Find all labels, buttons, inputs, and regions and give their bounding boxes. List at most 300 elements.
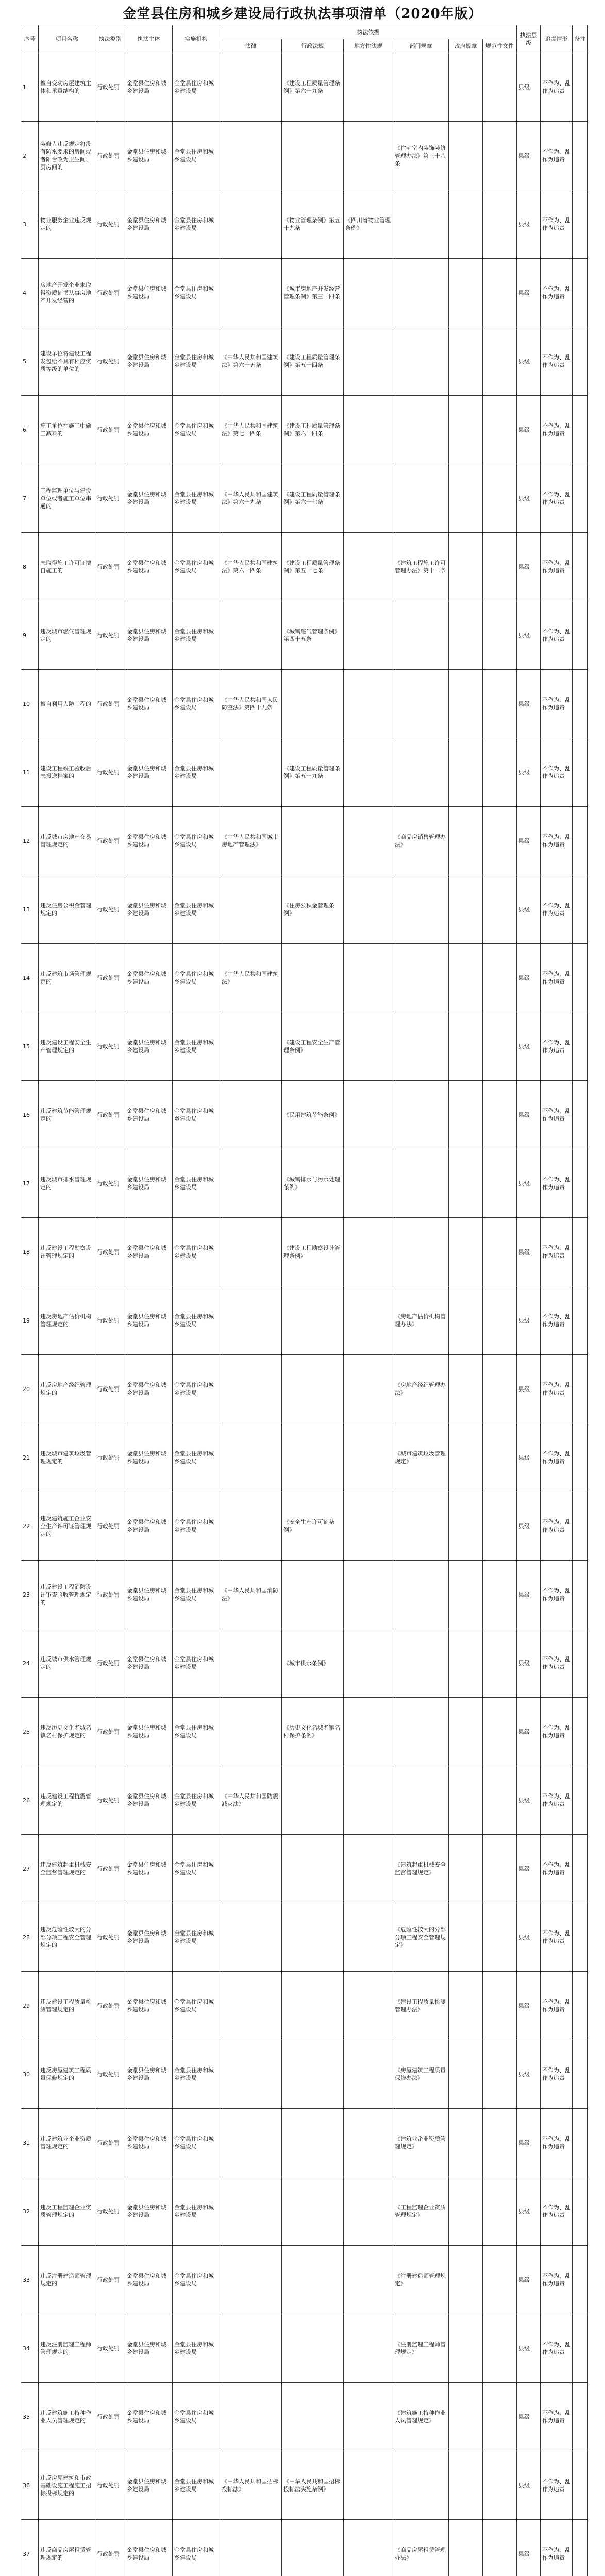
cell-normative-doc [483,1081,517,1149]
cell-exec-body: 金堂县住房和城乡建设局 [125,670,173,738]
cell-exec-body: 金堂县住房和城乡建设局 [125,1355,173,1423]
cell-gov-rule [449,2451,483,2520]
cell-exec-category: 行政处罚 [95,1835,125,1903]
cell-gov-rule [449,1286,483,1355]
cell-law [220,2109,282,2177]
cell-item-name: 违反工程监理企业资质管理规定的 [39,2177,95,2246]
cell-exec-level: 县级 [517,1149,541,1218]
cell-exec-level: 县级 [517,1012,541,1081]
cell-normative-doc [483,53,517,122]
cell-remarks [573,601,588,670]
cell-item-name: 违反建设工程质量检测管理规定的 [39,1972,95,2040]
cell-implementing-org: 金堂县住房和城乡建设局 [173,1423,220,1492]
cell-accountability: 不作为、乱作为追责 [541,1835,573,1903]
cell-admin-reg: 《城镇燃气管理条例》第四十五条 [282,601,344,670]
cell-exec-body: 金堂县住房和城乡建设局 [125,259,173,327]
cell-gov-rule [449,2177,483,2246]
cell-law [220,601,282,670]
cell-law [220,53,282,122]
cell-seq: 14 [21,944,39,1012]
table-row [21,1355,588,1423]
cell-admin-reg [282,807,344,875]
cell-admin-reg: 《建设工程勘察设计管理条例》 [282,1218,344,1286]
cell-remarks [573,533,588,601]
cell-normative-doc [483,1972,517,2040]
cell-exec-body: 金堂县住房和城乡建设局 [125,738,173,807]
header-item-name: 项目名称 [39,25,95,53]
cell-item-name: 违反建设工程抗震管理规定的 [39,1766,95,1835]
cell-remarks [573,1218,588,1286]
cell-admin-reg [282,1355,344,1423]
cell-exec-body: 金堂县住房和城乡建设局 [125,1081,173,1149]
cell-law [220,190,282,259]
cell-law [220,1835,282,1903]
cell-normative-doc [483,1355,517,1423]
cell-exec-category: 行政处罚 [95,1423,125,1492]
cell-exec-category: 行政处罚 [95,1286,125,1355]
cell-item-name: 施工单位在施工中偷工减料的 [39,396,95,464]
cell-dept-rule [393,327,449,396]
cell-implementing-org: 金堂县住房和城乡建设局 [173,2040,220,2109]
cell-exec-body: 金堂县住房和城乡建设局 [125,875,173,944]
cell-exec-level: 县级 [517,2109,541,2177]
cell-seq: 2 [21,122,39,190]
cell-law [220,1972,282,2040]
cell-remarks [573,2520,588,2576]
cell-remarks [573,122,588,190]
cell-law [220,1423,282,1492]
cell-accountability: 不作为、乱作为追责 [541,738,573,807]
cell-admin-reg [282,2109,344,2177]
cell-admin-reg: 《建设工程安全生产管理条例》 [282,1012,344,1081]
cell-normative-doc [483,533,517,601]
cell-exec-body: 金堂县住房和城乡建设局 [125,1012,173,1081]
cell-gov-rule [449,533,483,601]
cell-dept-rule [393,1218,449,1286]
cell-implementing-org: 金堂县住房和城乡建设局 [173,807,220,875]
cell-dept-rule [393,944,449,1012]
cell-local-reg [344,1218,393,1286]
cell-law [220,875,282,944]
cell-accountability: 不作为、乱作为追责 [541,670,573,738]
table-row [21,533,588,601]
cell-admin-reg [282,2177,344,2246]
cell-exec-body: 金堂县住房和城乡建设局 [125,807,173,875]
cell-seq: 18 [21,1218,39,1286]
cell-seq: 7 [21,464,39,533]
cell-implementing-org: 金堂县住房和城乡建设局 [173,670,220,738]
header-exec-category: 执法类别 [95,25,125,53]
cell-exec-category: 行政处罚 [95,1149,125,1218]
cell-law [220,1012,282,1081]
cell-exec-level: 县级 [517,1629,541,1698]
cell-gov-rule [449,670,483,738]
cell-accountability: 不作为、乱作为追责 [541,2314,573,2383]
cell-law [220,122,282,190]
header-admin-reg: 行政法规 [282,39,344,53]
cell-admin-reg [282,1903,344,1972]
cell-exec-level: 县级 [517,2040,541,2109]
cell-local-reg [344,2314,393,2383]
table-row [21,2520,588,2576]
cell-normative-doc [483,122,517,190]
cell-local-reg [344,2177,393,2246]
cell-dept-rule [393,601,449,670]
cell-gov-rule [449,1423,483,1492]
cell-remarks [573,1835,588,1903]
cell-exec-category: 行政处罚 [95,122,125,190]
cell-item-name: 违反建筑施工特种作业人员管理规定的 [39,2383,95,2451]
cell-law [220,259,282,327]
cell-local-reg [344,1698,393,1766]
cell-admin-reg [282,1423,344,1492]
table-row [21,2246,588,2314]
cell-local-reg [344,2383,393,2451]
cell-seq: 21 [21,1423,39,1492]
cell-gov-rule [449,1355,483,1423]
cell-exec-category: 行政处罚 [95,53,125,122]
cell-accountability: 不作为、乱作为追责 [541,2451,573,2520]
cell-normative-doc [483,1218,517,1286]
cell-implementing-org: 金堂县住房和城乡建设局 [173,1492,220,1561]
cell-normative-doc [483,1698,517,1766]
cell-seq: 6 [21,396,39,464]
cell-gov-rule [449,1561,483,1629]
cell-admin-reg [282,2383,344,2451]
cell-exec-level: 县级 [517,190,541,259]
cell-normative-doc [483,1012,517,1081]
cell-local-reg [344,1492,393,1561]
cell-exec-category: 行政处罚 [95,1698,125,1766]
cell-implementing-org: 金堂县住房和城乡建设局 [173,1081,220,1149]
cell-remarks [573,53,588,122]
cell-normative-doc [483,1835,517,1903]
cell-gov-rule [449,1972,483,2040]
cell-item-name: 违反建筑市场管理规定的 [39,944,95,1012]
cell-gov-rule [449,1492,483,1561]
cell-item-name: 违反商品房屋租赁管理规定的 [39,2520,95,2576]
cell-exec-body: 金堂县住房和城乡建设局 [125,2040,173,2109]
cell-exec-category: 行政处罚 [95,601,125,670]
cell-exec-level: 县级 [517,2177,541,2246]
cell-remarks [573,1012,588,1081]
cell-exec-category: 行政处罚 [95,327,125,396]
table-row [21,259,588,327]
cell-local-reg [344,2040,393,2109]
cell-gov-rule [449,396,483,464]
cell-gov-rule [449,601,483,670]
cell-exec-body: 金堂县住房和城乡建设局 [125,53,173,122]
cell-exec-body: 金堂县住房和城乡建设局 [125,1766,173,1835]
cell-item-name: 违反城市房地产交易管理规定的 [39,807,95,875]
cell-exec-category: 行政处罚 [95,2109,125,2177]
cell-dept-rule: 《注册建造师管理规定》 [393,2246,449,2314]
cell-exec-category: 行政处罚 [95,464,125,533]
cell-admin-reg [282,2520,344,2576]
cell-gov-rule [449,1835,483,1903]
cell-dept-rule [393,190,449,259]
cell-seq: 9 [21,601,39,670]
cell-seq: 1 [21,53,39,122]
table-row [21,1081,588,1149]
cell-normative-doc [483,1561,517,1629]
table-row [21,2109,588,2177]
cell-implementing-org: 金堂县住房和城乡建设局 [173,1218,220,1286]
cell-exec-level: 县级 [517,2383,541,2451]
cell-dept-rule [393,670,449,738]
cell-exec-body: 金堂县住房和城乡建设局 [125,944,173,1012]
cell-exec-body: 金堂县住房和城乡建设局 [125,464,173,533]
cell-normative-doc [483,259,517,327]
table-row [21,601,588,670]
cell-exec-category: 行政处罚 [95,875,125,944]
cell-admin-reg: 《历史文化名城名镇名村保护条例》 [282,1698,344,1766]
cell-admin-reg: 《建设工程质量管理条例》第五十四条 [282,327,344,396]
cell-implementing-org: 金堂县住房和城乡建设局 [173,738,220,807]
cell-exec-body: 金堂县住房和城乡建设局 [125,1561,173,1629]
header-exec-level: 执法层级 [517,25,541,53]
cell-dept-rule [393,1492,449,1561]
cell-accountability: 不作为、乱作为追责 [541,2177,573,2246]
cell-gov-rule [449,875,483,944]
cell-dept-rule [393,1149,449,1218]
cell-seq: 32 [21,2177,39,2246]
cell-implementing-org: 金堂县住房和城乡建设局 [173,2451,220,2520]
cell-item-name: 擅自变动房屋建筑主体和承重结构的 [39,53,95,122]
cell-exec-category: 行政处罚 [95,533,125,601]
cell-exec-level: 县级 [517,1081,541,1149]
cell-gov-rule [449,1698,483,1766]
cell-gov-rule [449,2040,483,2109]
cell-accountability: 不作为、乱作为追责 [541,1766,573,1835]
cell-local-reg [344,1972,393,2040]
cell-exec-category: 行政处罚 [95,807,125,875]
cell-gov-rule [449,1149,483,1218]
cell-normative-doc [483,2314,517,2383]
cell-seq: 25 [21,1698,39,1766]
cell-gov-rule [449,122,483,190]
cell-dept-rule [393,1561,449,1629]
cell-remarks [573,670,588,738]
cell-remarks [573,2109,588,2177]
cell-admin-reg: 《建设工程质量管理条例》第五十七条 [282,533,344,601]
cell-accountability: 不作为、乱作为追责 [541,1081,573,1149]
header-gov-rule: 政府规章 [449,39,483,53]
cell-law: 《中华人民共和国防震减灾法》 [220,1766,282,1835]
cell-seq: 15 [21,1012,39,1081]
cell-seq: 29 [21,1972,39,2040]
cell-admin-reg: 《住房公积金管理条例》 [282,875,344,944]
cell-accountability: 不作为、乱作为追责 [541,1012,573,1081]
cell-accountability: 不作为、乱作为追责 [541,533,573,601]
cell-normative-doc [483,807,517,875]
cell-exec-level: 县级 [517,533,541,601]
cell-local-reg [344,601,393,670]
cell-normative-doc [483,2109,517,2177]
cell-dept-rule: 《商品房销售管理办法》 [393,807,449,875]
cell-law: 《中华人民共和国招标投标法》 [220,2451,282,2520]
cell-local-reg [344,1286,393,1355]
cell-admin-reg: 《安全生产许可证条例》 [282,1492,344,1561]
cell-remarks [573,2177,588,2246]
cell-exec-body: 金堂县住房和城乡建设局 [125,533,173,601]
cell-law [220,2040,282,2109]
cell-dept-rule: 《住宅室内装饰装修管理办法》第三十八条 [393,122,449,190]
cell-accountability: 不作为、乱作为追责 [541,1972,573,2040]
cell-exec-category: 行政处罚 [95,1355,125,1423]
cell-gov-rule [449,2246,483,2314]
cell-implementing-org: 金堂县住房和城乡建设局 [173,601,220,670]
cell-seq: 26 [21,1766,39,1835]
table-row [21,1149,588,1218]
cell-dept-rule [393,1012,449,1081]
cell-item-name: 违反城市排水管理规定的 [39,1149,95,1218]
cell-gov-rule [449,464,483,533]
cell-item-name: 违反注册监理工程师管理规定的 [39,2314,95,2383]
cell-normative-doc [483,2383,517,2451]
cell-seq: 27 [21,1835,39,1903]
cell-remarks [573,1698,588,1766]
cell-law [220,1492,282,1561]
cell-normative-doc [483,875,517,944]
cell-admin-reg [282,2314,344,2383]
cell-exec-level: 县级 [517,807,541,875]
cell-gov-rule [449,190,483,259]
cell-item-name: 违反房屋建筑工程质量保修规定的 [39,2040,95,2109]
cell-accountability: 不作为、乱作为追责 [541,259,573,327]
cell-gov-rule [449,807,483,875]
cell-local-reg [344,464,393,533]
cell-admin-reg [282,2246,344,2314]
cell-dept-rule: 《建筑工程施工许可管理办法》第十二条 [393,533,449,601]
cell-normative-doc [483,2520,517,2576]
cell-item-name: 建设工程竣工验收后未报送档案的 [39,738,95,807]
cell-dept-rule [393,396,449,464]
cell-exec-body: 金堂县住房和城乡建设局 [125,1492,173,1561]
cell-accountability: 不作为、乱作为追责 [541,1355,573,1423]
cell-law: 《中华人民共和国城市房地产管理法》 [220,807,282,875]
table-body [21,53,588,2576]
cell-remarks [573,2383,588,2451]
cell-implementing-org: 金堂县住房和城乡建设局 [173,1835,220,1903]
cell-item-name: 违反建筑起重机械安全监督管理规定的 [39,1835,95,1903]
cell-exec-category: 行政处罚 [95,1903,125,1972]
header-implementing-org: 实施机构 [173,25,220,53]
cell-gov-rule [449,53,483,122]
cell-law [220,1355,282,1423]
cell-implementing-org: 金堂县住房和城乡建设局 [173,1972,220,2040]
cell-accountability: 不作为、乱作为追责 [541,944,573,1012]
cell-accountability: 不作为、乱作为追责 [541,2040,573,2109]
cell-seq: 16 [21,1081,39,1149]
header-normative-doc: 规范性文件 [483,39,517,53]
cell-implementing-org: 金堂县住房和城乡建设局 [173,327,220,396]
header-dept-rule: 部门规章 [393,39,449,53]
cell-local-reg [344,53,393,122]
cell-dept-rule [393,875,449,944]
table-row [21,1766,588,1835]
cell-seq: 28 [21,1903,39,1972]
cell-accountability: 不作为、乱作为追责 [541,1423,573,1492]
cell-exec-level: 县级 [517,1561,541,1629]
cell-normative-doc [483,2451,517,2520]
cell-exec-category: 行政处罚 [95,2040,125,2109]
cell-implementing-org: 金堂县住房和城乡建设局 [173,944,220,1012]
cell-gov-rule [449,1629,483,1698]
cell-normative-doc [483,944,517,1012]
table-row [21,1835,588,1903]
cell-exec-level: 县级 [517,122,541,190]
table-row [21,670,588,738]
cell-seq: 35 [21,2383,39,2451]
cell-item-name: 违反历史文化名城名镇名村保护规定的 [39,1698,95,1766]
cell-normative-doc [483,1766,517,1835]
table-row [21,53,588,122]
cell-local-reg [344,1835,393,1903]
cell-exec-level: 县级 [517,1218,541,1286]
cell-local-reg [344,1081,393,1149]
header-remarks: 备注 [573,25,588,53]
cell-local-reg [344,2520,393,2576]
cell-dept-rule [393,259,449,327]
cell-remarks [573,2314,588,2383]
cell-dept-rule [393,2451,449,2520]
cell-dept-rule: 《房地产经纪管理办法》 [393,1355,449,1423]
cell-normative-doc [483,670,517,738]
cell-exec-body: 金堂县住房和城乡建设局 [125,2451,173,2520]
cell-gov-rule [449,738,483,807]
cell-exec-body: 金堂县住房和城乡建设局 [125,2383,173,2451]
cell-gov-rule [449,2109,483,2177]
cell-item-name: 物业服务企业违反规定的 [39,190,95,259]
cell-local-reg [344,327,393,396]
cell-seq: 13 [21,875,39,944]
cell-implementing-org: 金堂县住房和城乡建设局 [173,464,220,533]
cell-implementing-org: 金堂县住房和城乡建设局 [173,259,220,327]
cell-exec-level: 县级 [517,1423,541,1492]
cell-exec-body: 金堂县住房和城乡建设局 [125,396,173,464]
cell-local-reg [344,396,393,464]
cell-admin-reg [282,2040,344,2109]
cell-item-name: 违反注册建造师管理规定的 [39,2246,95,2314]
cell-gov-rule [449,1218,483,1286]
cell-exec-level: 县级 [517,738,541,807]
cell-normative-doc [483,396,517,464]
cell-normative-doc [483,601,517,670]
table-row [21,2451,588,2520]
cell-local-reg [344,2109,393,2177]
cell-accountability: 不作为、乱作为追责 [541,2520,573,2576]
cell-remarks [573,396,588,464]
cell-local-reg [344,2451,393,2520]
cell-local-reg [344,1012,393,1081]
cell-exec-level: 县级 [517,327,541,396]
cell-exec-body: 金堂县住房和城乡建设局 [125,1698,173,1766]
cell-exec-body: 金堂县住房和城乡建设局 [125,2520,173,2576]
cell-admin-reg: 《中华人民共和国招标投标法实施条例》 [282,2451,344,2520]
cell-law [220,738,282,807]
table-row [21,2383,588,2451]
cell-item-name: 违反建筑施工企业安全生产许可证管理规定的 [39,1492,95,1561]
cell-local-reg [344,1766,393,1835]
cell-exec-body: 金堂县住房和城乡建设局 [125,2246,173,2314]
cell-normative-doc [483,1903,517,1972]
cell-implementing-org: 金堂县住房和城乡建设局 [173,1286,220,1355]
cell-normative-doc [483,2040,517,2109]
cell-dept-rule [393,1629,449,1698]
cell-remarks [573,1561,588,1629]
cell-law: 《中华人民共和国消防法》 [220,1561,282,1629]
